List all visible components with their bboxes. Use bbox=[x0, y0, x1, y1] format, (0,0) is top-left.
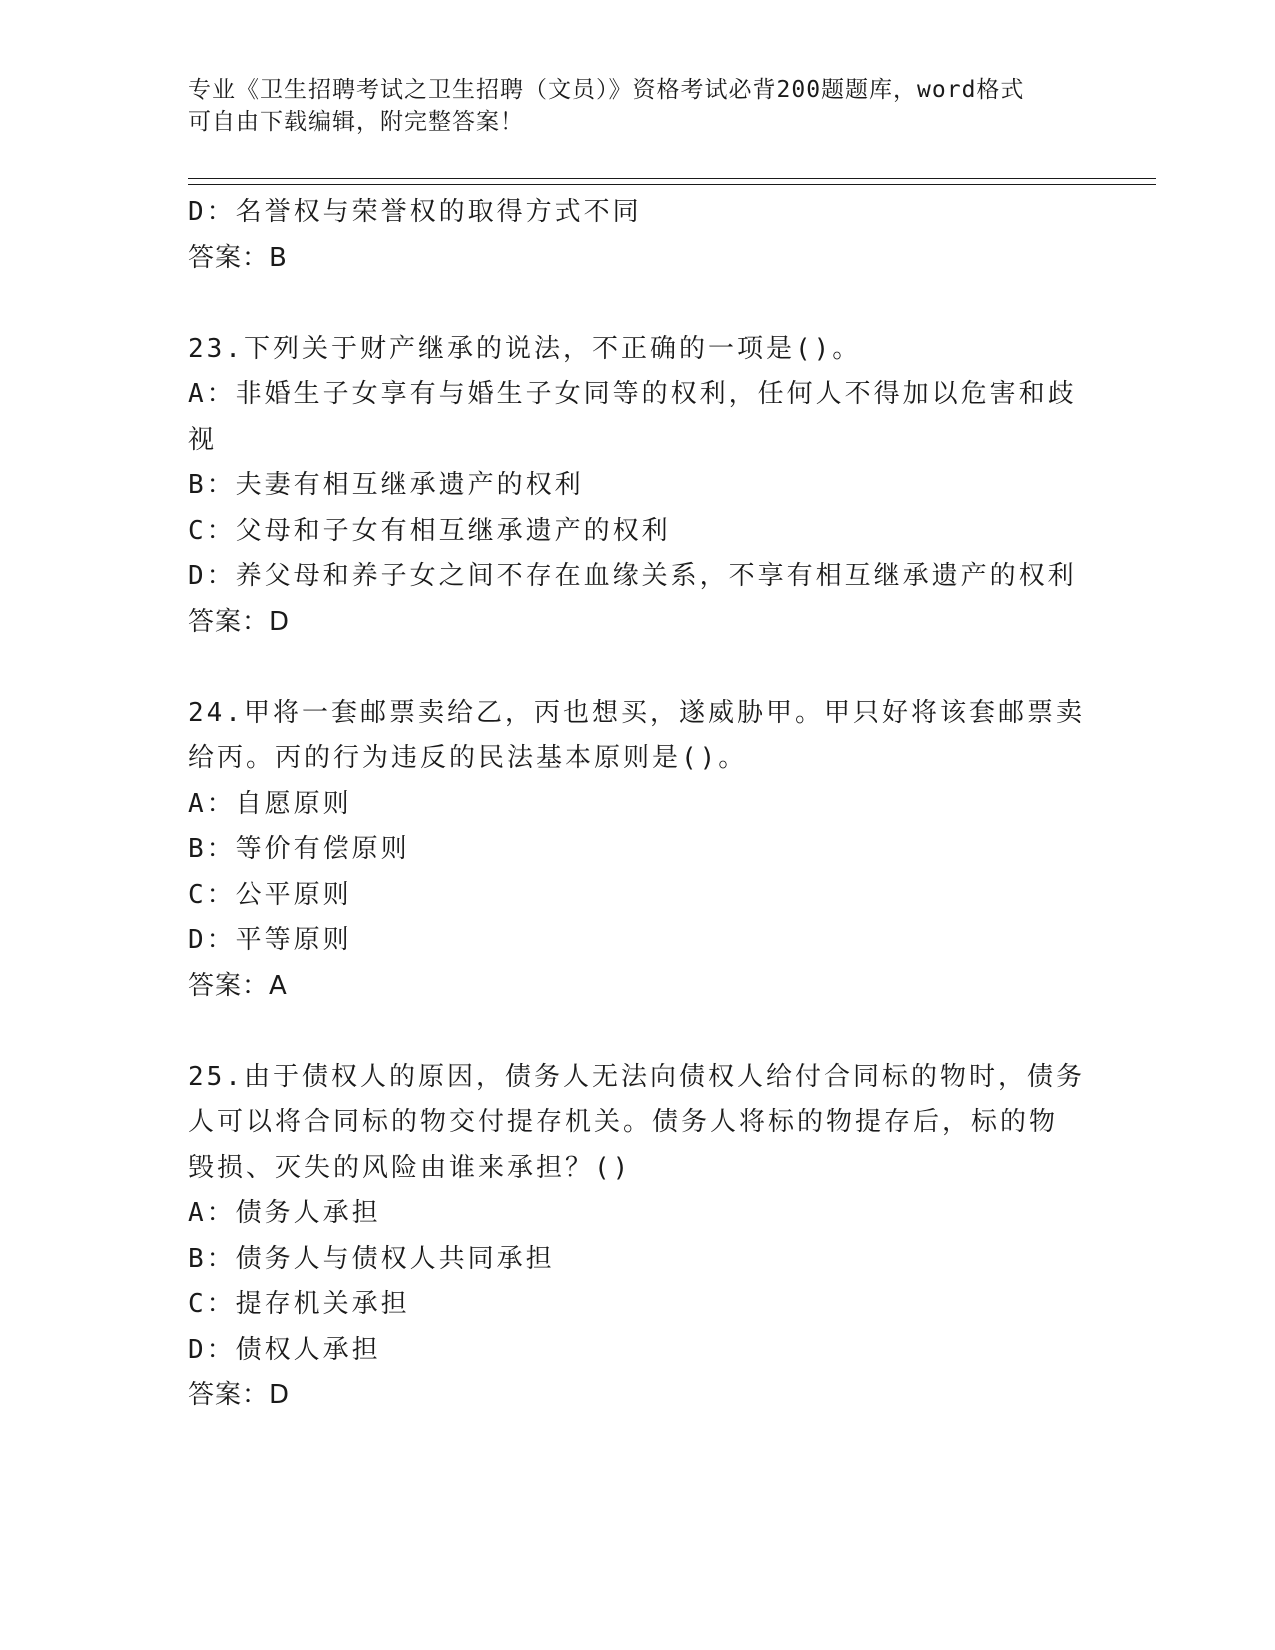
header-title-line-2: 可自由下载编辑，附完整答案！ bbox=[188, 109, 524, 135]
answer-line: 答案：B bbox=[188, 242, 288, 273]
header-title-line-1: 专业《卫生招聘考试之卫生招聘（文员）》资格考试必背200题题库，word格式 bbox=[188, 77, 1025, 103]
question-list bbox=[188, 190, 1088, 1419]
header-divider-thin bbox=[188, 184, 1156, 185]
question-stem: 25.由于债权人的原因，债务人无法向债权人给付合同标的物时，债务 bbox=[188, 1061, 1085, 1092]
answer-line: 答案：D bbox=[188, 1380, 291, 1410]
option-c: C：父母和子女有相互继承遗产的权利 bbox=[188, 515, 671, 546]
question-23 bbox=[188, 327, 1088, 646]
previous-question-tail bbox=[188, 190, 1088, 281]
question-stem: 24.甲将一套邮票卖给乙，丙也想买，遂威胁甲。甲只好将该套邮票卖 bbox=[188, 697, 1085, 728]
answer-line: 答案：A bbox=[188, 970, 288, 1001]
option-d: D：养父母和养子女之间不存在血缘关系，不享有相互继承遗产的权利 bbox=[188, 561, 1077, 591]
question-24 bbox=[188, 691, 1088, 1010]
option-d: D：债权人承担 bbox=[188, 1334, 381, 1365]
option-a: A：非婚生子女享有与婚生子女同等的权利，任何人不得加以危害和歧 bbox=[188, 379, 1077, 409]
spacer bbox=[188, 1009, 1088, 1055]
option-b: B：债务人与债权人共同承担 bbox=[188, 1243, 555, 1274]
spacer bbox=[188, 645, 1088, 691]
option-c: C：提存机关承担 bbox=[188, 1289, 410, 1319]
option-b: B：等价有偿原则 bbox=[188, 834, 410, 864]
option-a: A：自愿原则 bbox=[188, 788, 352, 819]
question-stem-continued: 人可以将合同标的物交付提存机关。债务人将标的物提存后，标的物 bbox=[188, 1107, 1059, 1137]
question-25 bbox=[188, 1055, 1088, 1419]
header-divider-thick bbox=[188, 178, 1156, 179]
option-a-continued: 视 bbox=[188, 424, 218, 455]
answer-line: 答案：D bbox=[188, 606, 291, 637]
option-a: A：债务人承担 bbox=[188, 1198, 381, 1228]
option-d: D：名誉权与荣誉权的取得方式不同 bbox=[188, 197, 642, 227]
spacer bbox=[188, 281, 1088, 327]
question-stem: 23.下列关于财产继承的说法，不正确的一项是()。 bbox=[188, 333, 862, 364]
question-stem-continued: 毁损、灭失的风险由谁来承担？() bbox=[188, 1152, 632, 1183]
page-header bbox=[188, 74, 1068, 138]
option-b: B：夫妻有相互继承遗产的权利 bbox=[188, 470, 584, 500]
option-c: C：公平原则 bbox=[188, 879, 352, 910]
option-d: D：平等原则 bbox=[188, 925, 352, 955]
question-stem-continued: 给丙。丙的行为违反的民法基本原则是()。 bbox=[188, 743, 748, 773]
